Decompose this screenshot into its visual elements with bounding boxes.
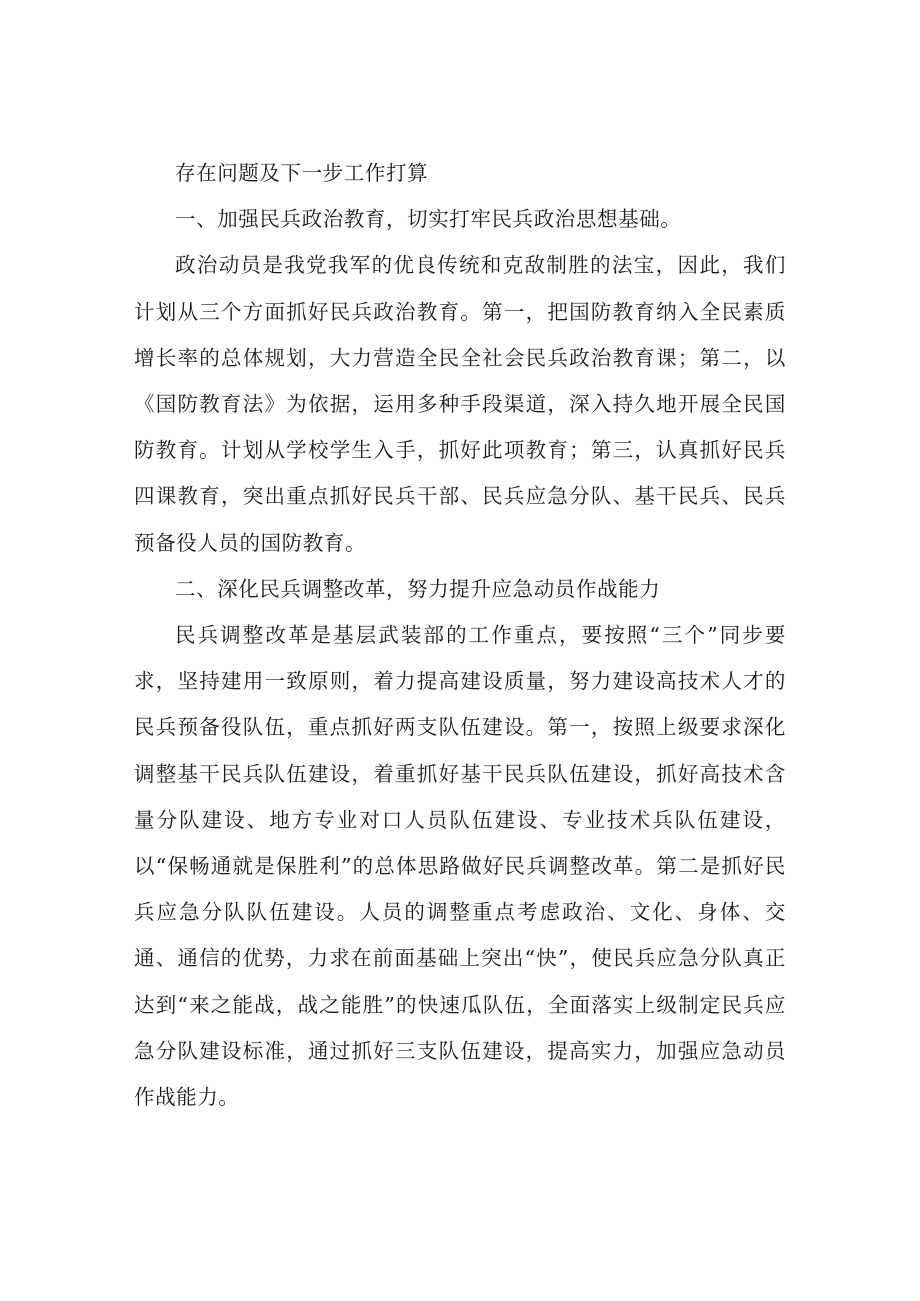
document-body — [134, 150, 786, 1120]
section-1-heading: 一、加强民兵政治教育，切实打牢民兵政治思想基础。 — [175, 207, 682, 232]
section-2-heading: 二、深化民兵调整改革，努力提升应急动员作战能力 — [175, 576, 661, 601]
section-2-paragraph: 民兵调整改革是基层武装部的工作重点，要按照“三个”同步要求，坚持建用一致原则，着力提高建设质量，努力建设高技术人才的民兵预备役队伍，重点抓好两支队伍建设。第一，按照上级要求深化调整基干民兵队伍建设，着重抓好基干民兵队伍建设，抓好高技术含量分队建设、地方专业对口人员队伍建设、专业技术兵队伍建设，以“保畅通就是保胜利”的总体思路做好民兵调整改革。第二是抓好民兵应急分队队伍建设。人员的调整重点考虑政治、文化、身体、交通、通信的优势，力求在前面基础上突出“快”，使民兵应急分队真正达到“来之能战，战之能胜”的快速瓜队伍，全面落实上级制定民兵应急分队建设标准，通过抓好三支队伍建设，提高实力，加强应急动员作战能力。 — [134, 623, 786, 1110]
document-title: 存在问题及下一步工作打算 — [175, 161, 429, 185]
section-1-paragraph: 政治动员是我党我军的优良传统和克敌制胜的法宝，因此，我们计划从三个方面抓好民兵政治教育。第一，把国防教育纳入全民素质增长率的总体规划，大力营造全民全社会民兵政治教育课；第二，以《国防教育法》为依据，运用多种手段渠道，深入持久地开展全民国防教育。计划从学校学生入手，抓好此项教育；第三，认真抓好民兵四课教育，突出重点抓好民兵干部、民兵应急分队、基干民兵、民兵预备役人员的国防教育。 — [134, 253, 786, 555]
